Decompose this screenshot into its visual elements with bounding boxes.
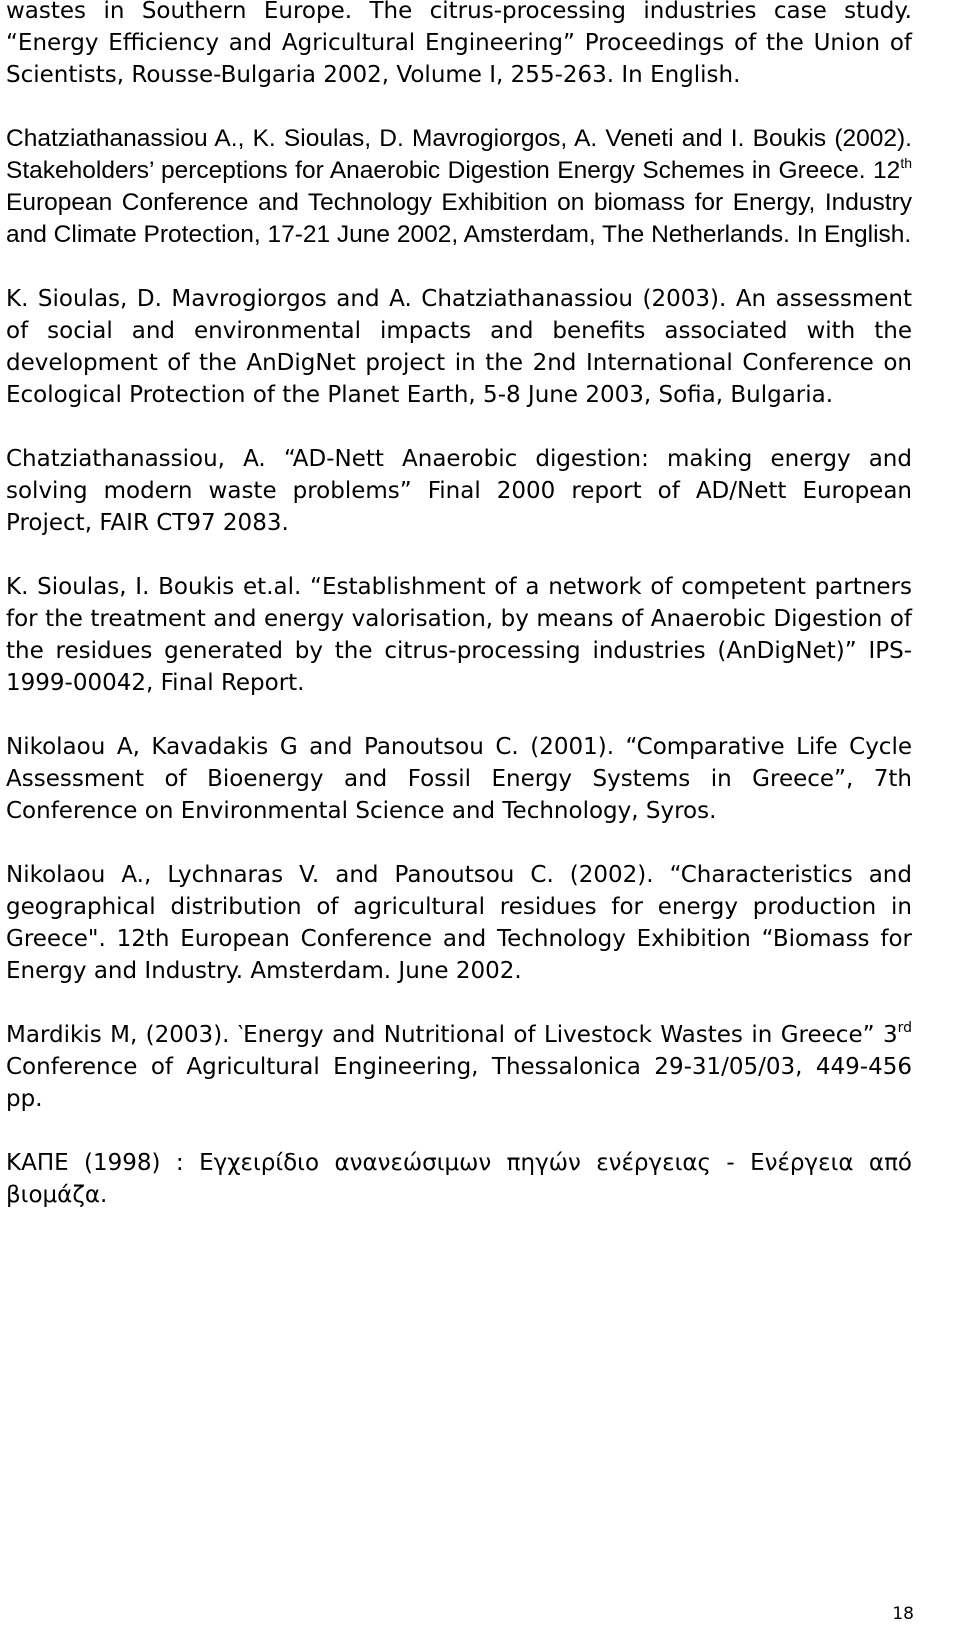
reference-entry-4: Chatziathanassiou, A. “AD-Nett Anaerobic digestion: making energy and solving modern waste problems” Final 2000 report of AD/Nett European Project, FAIR CT97 2083. [6, 446, 912, 536]
reference-entry-8-text-b: Conference of Agricultural Engineering, Thessalonica 29-31/05/03, 449-456 pp. [6, 1054, 912, 1112]
reference-entry-5: K. Sioulas, I. Boukis et.al. “Establishment of a network of competent partners for the treatment and energy valorisation, by means of Anaerobic Digestion of the residues generated by the citrus-processing industries (AnDigNet)” IPS-1999-00042, Final Report. [6, 574, 912, 696]
reference-entry-2-text-a: Chatziathanassiou A., K. Sioulas, D. Mavrogiorgos, A. Veneti and I. Boukis (2002). Stakeholders’ perceptions for Anaerobic Digestion Energy Schemes in Greece. 12 [6, 125, 912, 184]
reference-list [6, 0, 912, 1243]
ordinal-suffix-rd: rd [897, 1020, 912, 1036]
reference-entry-6: Nikolaou A, Kavadakis G and Panoutsou C. (2001). “Comparative Life Cycle Assessment of Bioenergy and Fossil Energy Systems in Greece”, 7th Conference on Environmental Science and Technology, Syros. [6, 734, 912, 824]
reference-entry-8 [6, 1019, 912, 1115]
reference-entry-2-text-b: European Conference and Technology Exhibition on biomass for Energy, Industry and Climate Protection, 17-21 June 2002, Amsterdam, The Netherlands. In English. [6, 189, 912, 248]
reference-entry-3: K. Sioulas, D. Mavrogiorgos and A. Chatziathanassiou (2003). An assessment of social and environmental impacts and benefits associated with the development of the AnDigNet project in the 2nd International Conference on Ecological Protection of the Planet Earth, 5-8 June 2003, Sofia, Bulgaria. [6, 286, 912, 408]
reference-entry-8-text-a: Mardikis M, (2003). ‵Energy and Nutritional of Livestock Wastes in Greece” 3 [6, 1022, 898, 1048]
reference-entry-2 [6, 123, 912, 251]
page-number: 18 [892, 1604, 914, 1624]
ordinal-suffix-th: th [900, 155, 912, 171]
reference-entry-9: ΚΑΠΕ (1998) : Εγχειρίδιο ανανεώσιμων πηγών ενέργειας - Ενέργεια από βιομάζα. [6, 1150, 912, 1208]
reference-entry-1: wastes in Southern Europe. The citrus-processing industries case study. “Energy Efficiency and Agricultural Engineering” Proceedings of the Union of Scientists, Rousse-Bulgaria 2002, Volume I, 255-263. In English. [6, 0, 912, 88]
reference-entry-7: Nikolaou A., Lychnaras V. and Panoutsou C. (2002). “Characteristics and geographical distribution of agricultural residues for energy production in Greece". 12th European Conference and Technology Exhibition “Biomass for Energy and Industry. Amsterdam. June 2002. [6, 862, 912, 984]
